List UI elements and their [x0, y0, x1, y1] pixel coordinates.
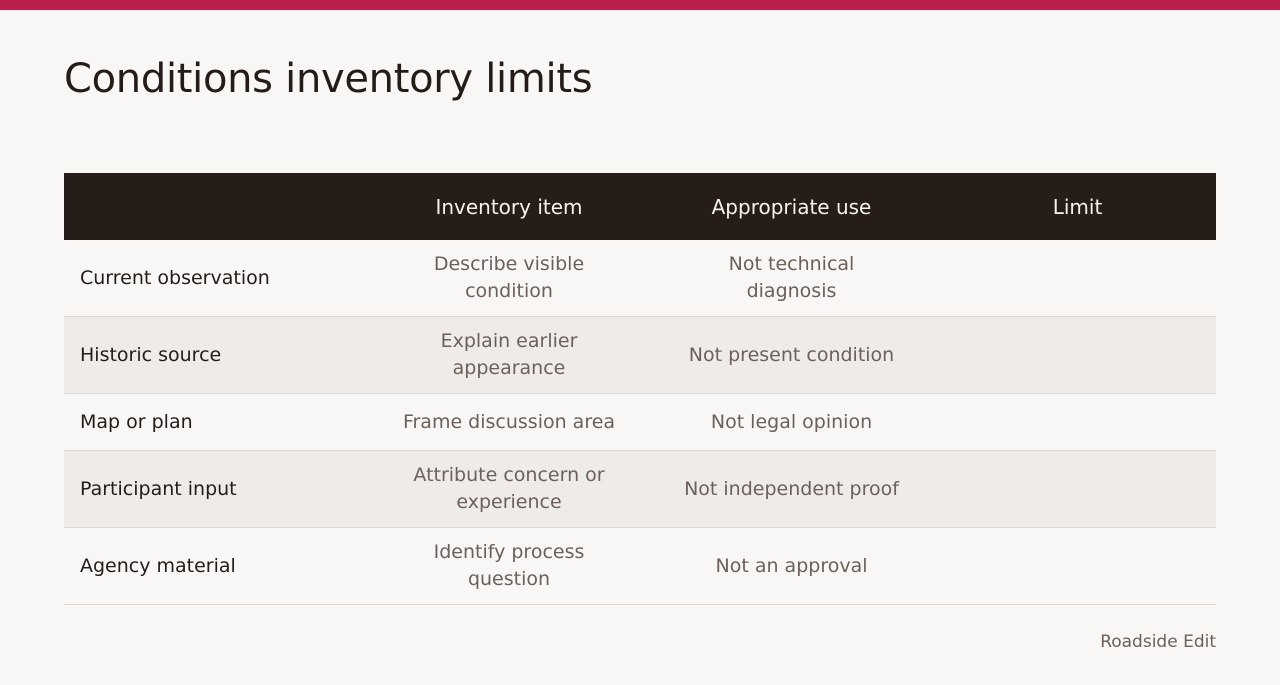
row-label: Participant input — [80, 478, 237, 500]
inventory-item-cell: Frame discussion area — [402, 410, 616, 433]
appropriate-use-cell: Not independent proof — [684, 477, 899, 500]
table-row — [64, 317, 1216, 394]
table-row — [64, 394, 1216, 451]
page-title: Conditions inventory limits — [64, 56, 593, 102]
inventory-item-cell: Attribute concern or experience — [413, 464, 605, 513]
appropriate-use-cell: Not an approval — [715, 554, 868, 577]
inventory-item-cell: Describe visible condition — [433, 253, 585, 302]
table-header — [64, 173, 1216, 240]
appropriate-use-cell: Not present condition — [688, 343, 895, 366]
appropriate-use-cell: Not technical diagnosis — [728, 253, 855, 302]
inventory-item-cell: Explain earlier appearance — [440, 330, 578, 379]
table-row — [64, 451, 1216, 528]
top-accent-bar — [0, 0, 1280, 10]
row-label: Current observation — [80, 267, 270, 289]
table-row — [64, 240, 1216, 317]
appropriate-use-cell: Not legal opinion — [710, 410, 873, 433]
row-label: Agency material — [80, 555, 236, 577]
inventory-table — [64, 173, 1216, 605]
row-label: Historic source — [80, 344, 222, 366]
header-cell-limit: Limit — [1052, 194, 1103, 219]
footer-brand: Roadside Edit — [1100, 632, 1216, 652]
row-label: Map or plan — [80, 411, 193, 433]
header-cell-inventory-item: Inventory item — [435, 194, 583, 219]
header-cell-appropriate-use: Appropriate use — [711, 194, 872, 219]
inventory-item-cell: Identify process question — [433, 541, 585, 590]
table-row — [64, 528, 1216, 605]
